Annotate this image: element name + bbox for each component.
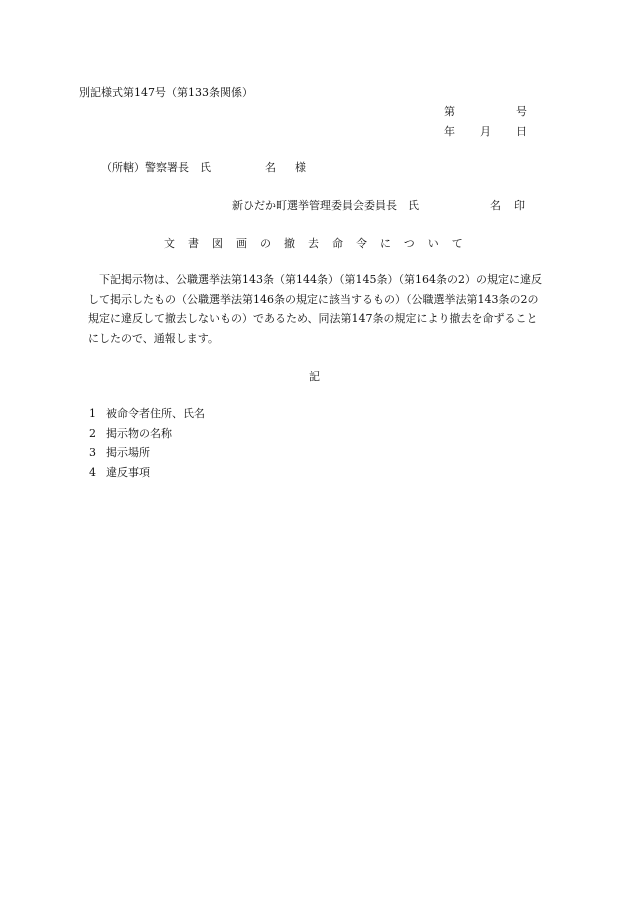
addressee-line [101,159,306,175]
item-number: 2 [89,426,96,440]
addressee-title: （所轄）警察署長 氏 [101,161,211,174]
item-number: 1 [89,407,96,420]
item-number: 3 [89,446,96,459]
date-month: 月 [480,125,491,138]
date-year: 年 [444,125,455,138]
list-item [89,443,205,463]
body-paragraph: 下記掲示物は、公職選挙法第143条（第144条）（第145条）（第164条の2）の規定に違反して掲示したもの（公職選挙法第146条の規定に該当するもの）（公職選挙法第143条の2の規定に違反して撤去しないもの）であるため、同法第147条の規定により撤去を命ずることにしたので、通報します。 [88,273,542,345]
sender-title: 新ひだか町選挙管理委員会委員長 氏 [232,199,419,212]
number-go: 号 [516,105,527,118]
item-list [89,404,205,482]
document-title: 文書図画の撤去命令について [164,237,476,250]
date-day: 日 [516,125,527,138]
item-label: 掲示場所 [106,446,150,459]
addressee-honorific: 様 [295,161,306,174]
ki-heading: 記 [309,370,320,383]
item-label: 違反事項 [106,465,150,479]
form-label: 別記様式第147号（第133条関係） [79,86,253,99]
list-item [89,424,205,444]
sender-line [232,197,525,213]
list-item [89,404,205,424]
item-number: 4 [89,465,96,479]
addressee-name-suffix: 名 [265,161,276,174]
number-dai: 第 [444,105,455,118]
sender-seal: 印 [514,199,525,212]
item-label: 被命令者住所、氏名 [106,407,205,420]
item-label: 掲示物の名称 [106,426,172,440]
list-item [89,463,205,483]
sender-name-suffix: 名 [490,199,501,212]
